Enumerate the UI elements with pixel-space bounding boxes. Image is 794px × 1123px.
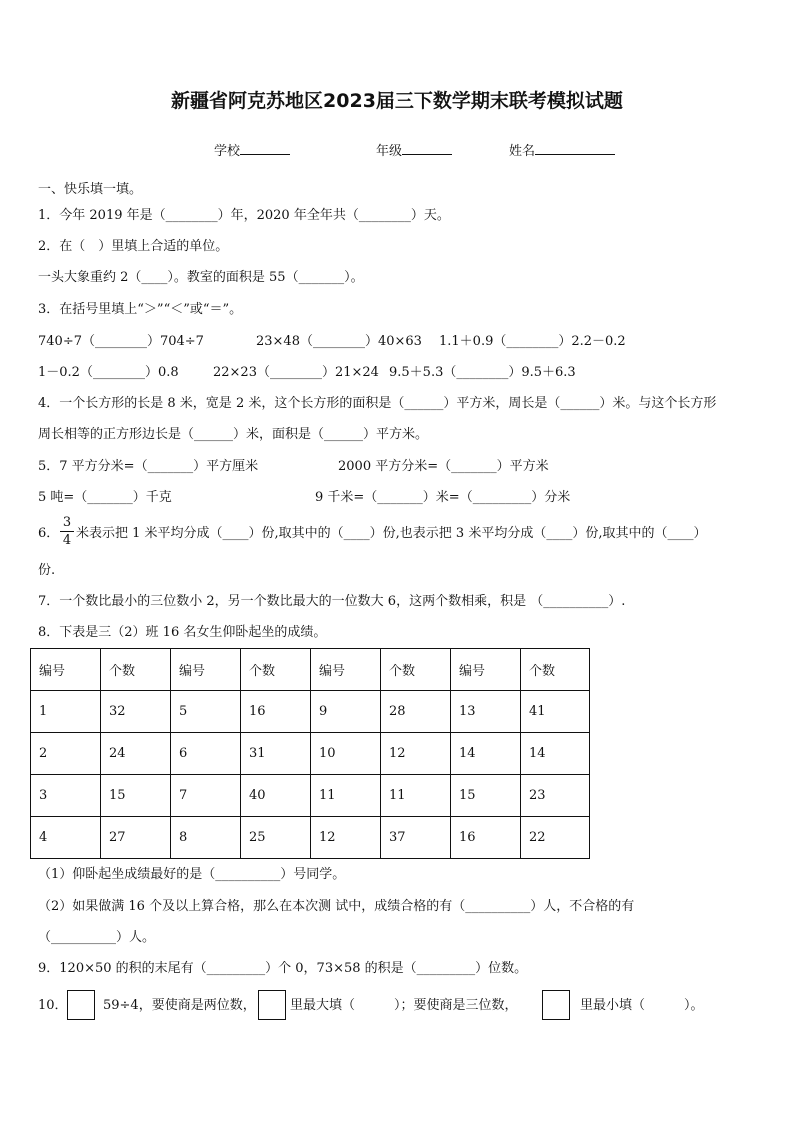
q3-item: 23×48（________）40×63 [256,334,422,349]
answer-box[interactable] [542,990,570,1020]
table-cell: 31 [241,733,311,775]
q3-item: 740÷7（________）704÷7 [38,334,204,349]
q3-item: 1.1＋0.9（________）2.2－0.2 [439,334,626,349]
table-cell: 13 [451,691,521,733]
name-field [509,140,615,159]
q3-item: 22×23（________）21×24 [213,365,379,380]
question-8-part-1: （1）仰卧起坐成绩最好的是（__________）号同学。 [38,867,346,882]
answer-box[interactable] [258,990,286,1020]
table-row [31,775,590,817]
table-header-cell: 编号 [451,649,521,691]
question-1: 1．今年 2019 年是（________）年，2020 年全年共（________）天。 [38,208,450,223]
question-10-text-1: 59÷4，要使商是两位数， [103,998,256,1013]
table-cell: 14 [521,733,590,775]
fraction-denominator: 4 [62,533,72,548]
fraction-numerator: 3 [62,515,72,530]
table-cell: 24 [101,733,171,775]
table-header-row [31,649,590,691]
table-cell: 25 [241,817,311,859]
table-cell: 40 [241,775,311,817]
table-cell: 3 [31,775,101,817]
question-4-line-1: 4．一个长方形的长是 8 米，宽是 2 米，这个长方形的面积是（______）平方米，周长是（______）米。与这个长方形 [38,396,717,411]
table-cell: 23 [521,775,590,817]
table-header-cell: 个数 [381,649,451,691]
table-cell: 5 [171,691,241,733]
q3-item: 1－0.2（________）0.8 [38,365,179,380]
table-cell: 11 [381,775,451,817]
question-5-item: 2000 平方分米=（_______）平方米 [338,459,549,474]
table-cell: 11 [311,775,381,817]
school-blank[interactable] [240,140,290,155]
table-cell: 9 [311,691,381,733]
table-row [31,691,590,733]
table-header-cell: 个数 [241,649,311,691]
name-blank[interactable] [535,140,615,155]
table-header-cell: 个数 [521,649,590,691]
fraction-bar [60,531,74,532]
table-cell: 16 [451,817,521,859]
answer-box[interactable] [67,990,95,1020]
table-cell: 27 [101,817,171,859]
table-cell: 32 [101,691,171,733]
question-6-text: 米表示把 1 米平均分成（____）份,取其中的（____）份,也表示把 3 米平均分成（____）份,取其中的（____） [76,526,707,541]
question-8-part-2-cont: （__________）人。 [38,930,156,945]
table-row [31,817,590,859]
question-5-item: 9 千米=（_______）米=（_________）分米 [315,490,571,505]
table-cell: 8 [171,817,241,859]
table-header-cell: 编号 [31,649,101,691]
table-header-cell: 编号 [311,649,381,691]
question-6-end: 份. [38,563,56,578]
question-4-line-2: 周长相等的正方形边长是（______）米，面积是（______）平方米。 [38,427,429,442]
table-cell: 22 [521,817,590,859]
school-field [214,140,290,159]
grade-field [376,140,452,159]
table-cell: 14 [451,733,521,775]
situp-score-table [30,648,590,859]
table-cell: 4 [31,817,101,859]
table-cell: 15 [101,775,171,817]
table-cell: 1 [31,691,101,733]
question-10-text-2: 里最大填（ ）；要使商是三位数， [290,998,518,1013]
question-2: 2．在（ ）里填上合适的单位。 [38,239,229,254]
question-3: 3．在括号里填上“＞”“＜”或“＝”。 [38,302,243,317]
name-label: 姓名 [509,144,536,159]
fraction-three-quarters [60,515,74,548]
table-cell: 15 [451,775,521,817]
school-label: 学校 [214,144,241,159]
table-cell: 10 [311,733,381,775]
table-cell: 16 [241,691,311,733]
question-8-part-2: （2）如果做满 16 个及以上算合格，那么在本次测 试中，成绩合格的有（__________）人，不合格的有 [38,899,635,914]
question-5-item: 5 吨=（_______）千克 [38,490,172,505]
table-cell: 37 [381,817,451,859]
question-5-item: 5．7 平方分米=（_______）平方厘米 [38,459,259,474]
table-cell: 7 [171,775,241,817]
table-header-cell: 个数 [101,649,171,691]
page-title: 新疆省阿克苏地区2023届三下数学期末联考模拟试题 [171,90,623,112]
question-6-number: 6． [38,526,60,541]
table-cell: 2 [31,733,101,775]
table-cell: 41 [521,691,590,733]
table-header-cell: 编号 [171,649,241,691]
table-cell: 12 [311,817,381,859]
question-7: 7．一个数比最小的三位数小 2，另一个数比最大的一位数大 6，这两个数相乘，积是 （__________）. [38,594,626,609]
table-cell: 12 [381,733,451,775]
question-8: 8．下表是三（2）班 16 名女生仰卧起坐的成绩。 [38,625,327,640]
section-heading: 一、快乐填一填。 [38,182,143,197]
grade-label: 年级 [376,144,403,159]
question-10-number: 10． [38,998,68,1013]
question-9: 9．120×50 的积的末尾有（_________）个 0，73×58 的积是（_________）位数。 [38,961,528,976]
table-cell: 28 [381,691,451,733]
q3-item: 9.5＋5.3（________）9.5＋6.3 [389,365,576,380]
question-10-text-3: 里最小填（ ）。 [580,998,704,1013]
grade-blank[interactable] [402,140,452,155]
question-2-sub: 一头大象重约 2（____）。教室的面积是 55（_______）。 [38,270,364,285]
table-row [31,733,590,775]
table-cell: 6 [171,733,241,775]
